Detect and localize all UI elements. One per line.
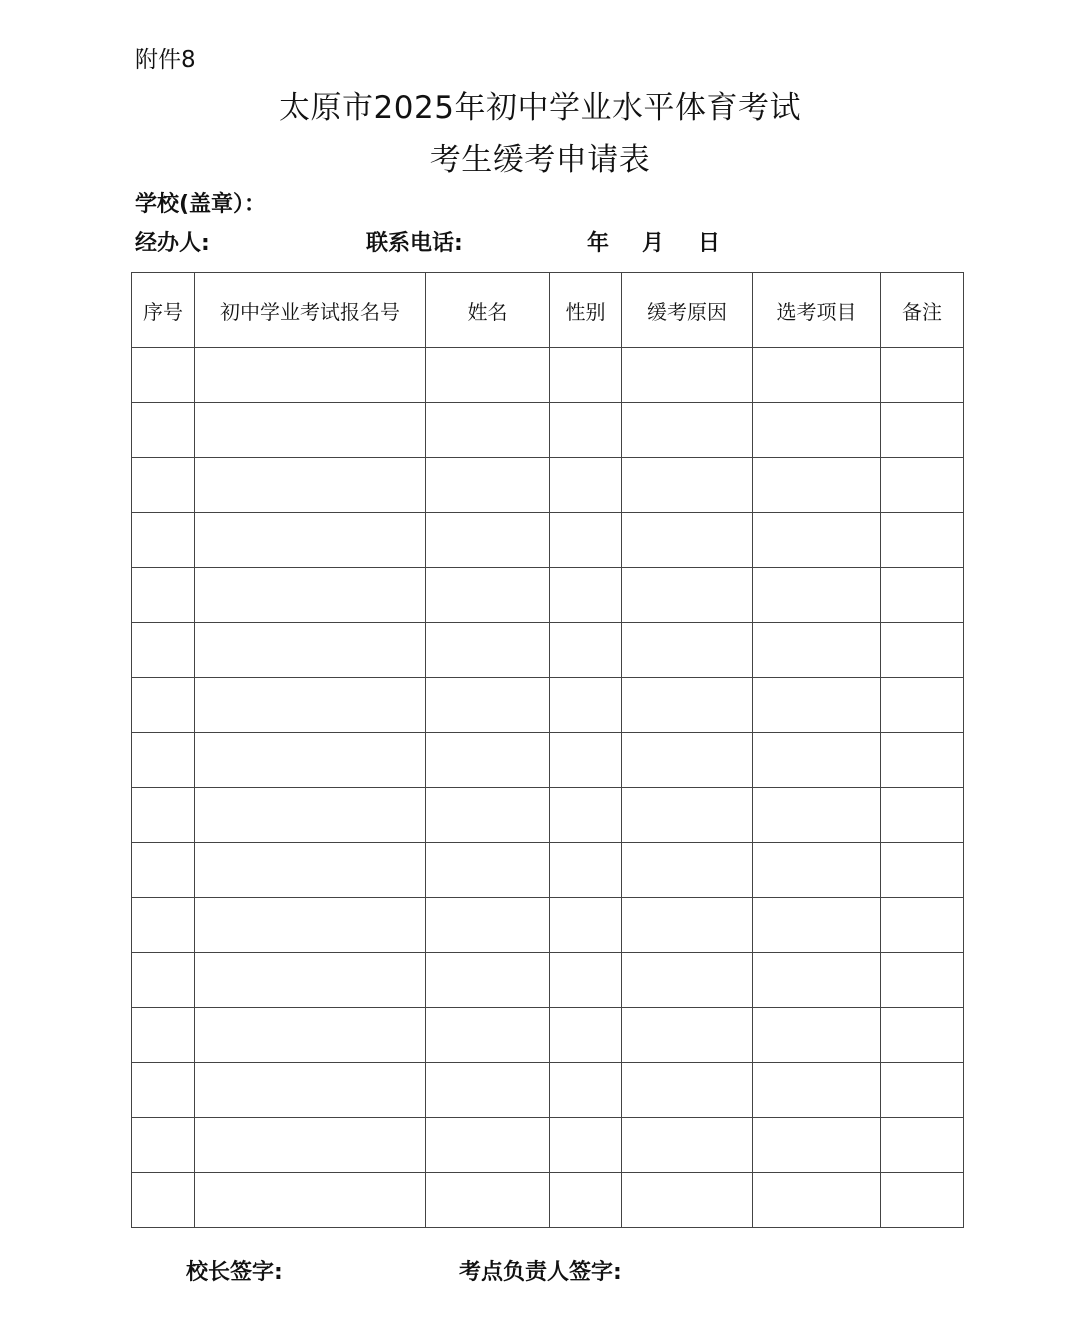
table-cell[interactable] bbox=[753, 403, 881, 458]
table-cell[interactable] bbox=[132, 898, 195, 953]
table-cell[interactable] bbox=[132, 458, 195, 513]
table-cell[interactable] bbox=[132, 1173, 195, 1228]
table-cell[interactable] bbox=[550, 1063, 622, 1118]
date-month-label: 月 bbox=[642, 231, 665, 256]
header-cell-serial-number: 序号 bbox=[132, 273, 195, 348]
table-row bbox=[132, 843, 964, 898]
table-cell[interactable] bbox=[550, 458, 622, 513]
table-cell[interactable] bbox=[195, 348, 426, 403]
table-cell[interactable] bbox=[550, 403, 622, 458]
table-row bbox=[132, 1008, 964, 1063]
table-cell[interactable] bbox=[881, 458, 964, 513]
table-cell[interactable] bbox=[622, 678, 753, 733]
table-cell[interactable] bbox=[426, 898, 550, 953]
table-cell[interactable] bbox=[881, 1063, 964, 1118]
table-cell[interactable] bbox=[550, 898, 622, 953]
table-cell[interactable] bbox=[881, 1173, 964, 1228]
table-cell[interactable] bbox=[195, 788, 426, 843]
table-cell[interactable] bbox=[622, 898, 753, 953]
table-cell[interactable] bbox=[753, 843, 881, 898]
table-cell[interactable] bbox=[132, 1008, 195, 1063]
table-cell[interactable] bbox=[753, 568, 881, 623]
table-cell[interactable] bbox=[132, 513, 195, 568]
handler-label: 经办人: bbox=[135, 231, 210, 256]
table-cell[interactable] bbox=[132, 953, 195, 1008]
table-cell[interactable] bbox=[622, 953, 753, 1008]
table-row bbox=[132, 788, 964, 843]
table-cell[interactable] bbox=[426, 733, 550, 788]
table-cell[interactable] bbox=[195, 678, 426, 733]
table-cell[interactable] bbox=[622, 348, 753, 403]
table-cell[interactable] bbox=[753, 458, 881, 513]
table-cell[interactable] bbox=[622, 788, 753, 843]
principal-signature-label: 校长签字: bbox=[186, 1260, 283, 1285]
table-cell[interactable] bbox=[132, 733, 195, 788]
table-cell[interactable] bbox=[550, 1118, 622, 1173]
table-cell[interactable] bbox=[881, 733, 964, 788]
date-year-label: 年 bbox=[587, 231, 610, 256]
table-cell[interactable] bbox=[195, 513, 426, 568]
table-cell[interactable] bbox=[426, 1118, 550, 1173]
table-cell[interactable] bbox=[550, 788, 622, 843]
table-cell[interactable] bbox=[195, 1063, 426, 1118]
table-cell[interactable] bbox=[881, 1118, 964, 1173]
table-cell[interactable] bbox=[132, 1118, 195, 1173]
table-cell[interactable] bbox=[622, 733, 753, 788]
table-row bbox=[132, 733, 964, 788]
table-cell[interactable] bbox=[753, 733, 881, 788]
table-cell[interactable] bbox=[550, 513, 622, 568]
table-cell[interactable] bbox=[426, 678, 550, 733]
table-cell[interactable] bbox=[195, 733, 426, 788]
table-cell[interactable] bbox=[622, 458, 753, 513]
phone-label: 联系电话: bbox=[366, 231, 463, 256]
table-cell[interactable] bbox=[753, 513, 881, 568]
table-cell[interactable] bbox=[195, 568, 426, 623]
table-cell[interactable] bbox=[426, 843, 550, 898]
table-row bbox=[132, 898, 964, 953]
table-cell[interactable] bbox=[622, 1173, 753, 1228]
table-cell[interactable] bbox=[622, 513, 753, 568]
table-cell[interactable] bbox=[622, 568, 753, 623]
table-cell[interactable] bbox=[132, 1063, 195, 1118]
table-cell[interactable] bbox=[426, 788, 550, 843]
table-row bbox=[132, 403, 964, 458]
table-cell[interactable] bbox=[195, 898, 426, 953]
table-row bbox=[132, 458, 964, 513]
table-cell[interactable] bbox=[753, 348, 881, 403]
table-cell[interactable] bbox=[622, 843, 753, 898]
table-cell[interactable] bbox=[622, 623, 753, 678]
table-row bbox=[132, 1063, 964, 1118]
form-title-line1: 太原市2025年初中学业水平体育考试 bbox=[279, 90, 801, 126]
table-cell[interactable] bbox=[426, 1063, 550, 1118]
table-cell[interactable] bbox=[426, 1173, 550, 1228]
table-cell[interactable] bbox=[881, 568, 964, 623]
table-cell[interactable] bbox=[881, 1008, 964, 1063]
table-cell[interactable] bbox=[881, 348, 964, 403]
header-cell-name: 姓名 bbox=[426, 273, 550, 348]
table-row bbox=[132, 953, 964, 1008]
table-cell[interactable] bbox=[753, 623, 881, 678]
table-cell[interactable] bbox=[753, 678, 881, 733]
table-cell[interactable] bbox=[881, 953, 964, 1008]
site-head-signature-label: 考点负责人签字: bbox=[459, 1260, 622, 1285]
table-cell[interactable] bbox=[426, 568, 550, 623]
table-cell[interactable] bbox=[753, 788, 881, 843]
table-cell[interactable] bbox=[195, 458, 426, 513]
date-day-label: 日 bbox=[698, 231, 721, 256]
table-cell[interactable] bbox=[881, 898, 964, 953]
table-cell[interactable] bbox=[550, 623, 622, 678]
table-cell[interactable] bbox=[550, 953, 622, 1008]
table-cell[interactable] bbox=[132, 568, 195, 623]
table-cell[interactable] bbox=[426, 513, 550, 568]
form-title-line2: 考生缓考申请表 bbox=[429, 142, 651, 178]
header-cell-remarks: 备注 bbox=[881, 273, 964, 348]
table-cell[interactable] bbox=[622, 1063, 753, 1118]
table-cell[interactable] bbox=[426, 403, 550, 458]
table-cell[interactable] bbox=[753, 1118, 881, 1173]
table-row bbox=[132, 348, 964, 403]
table-cell[interactable] bbox=[426, 458, 550, 513]
table-cell[interactable] bbox=[195, 1118, 426, 1173]
table-cell[interactable] bbox=[881, 788, 964, 843]
table-cell[interactable] bbox=[881, 843, 964, 898]
deferral-application-table bbox=[131, 272, 964, 1228]
table-cell[interactable] bbox=[132, 403, 195, 458]
table-row bbox=[132, 678, 964, 733]
table-cell[interactable] bbox=[550, 348, 622, 403]
table-cell[interactable] bbox=[426, 348, 550, 403]
table-cell[interactable] bbox=[753, 898, 881, 953]
table-cell[interactable] bbox=[195, 843, 426, 898]
table-cell[interactable] bbox=[622, 1118, 753, 1173]
table-row bbox=[132, 623, 964, 678]
header-cell-gender: 性别 bbox=[550, 273, 622, 348]
table-row bbox=[132, 513, 964, 568]
table-cell[interactable] bbox=[550, 568, 622, 623]
attachment-label: 附件8 bbox=[135, 47, 196, 73]
school-label: 学校(盖章）： bbox=[135, 192, 267, 217]
table-header-row bbox=[132, 273, 964, 348]
table-body bbox=[132, 348, 964, 1228]
table-cell[interactable] bbox=[550, 1173, 622, 1228]
table-cell[interactable] bbox=[753, 1063, 881, 1118]
table-cell[interactable] bbox=[132, 788, 195, 843]
table-row bbox=[132, 1118, 964, 1173]
table-cell[interactable] bbox=[132, 678, 195, 733]
table-cell[interactable] bbox=[132, 623, 195, 678]
table-cell[interactable] bbox=[753, 1173, 881, 1228]
table-cell[interactable] bbox=[426, 953, 550, 1008]
table-cell[interactable] bbox=[426, 623, 550, 678]
table-cell[interactable] bbox=[622, 403, 753, 458]
header-cell-deferral-reason: 缓考原因 bbox=[622, 273, 753, 348]
table-cell[interactable] bbox=[550, 843, 622, 898]
table-cell[interactable] bbox=[195, 953, 426, 1008]
table-cell[interactable] bbox=[195, 623, 426, 678]
table-cell[interactable] bbox=[881, 513, 964, 568]
table-row bbox=[132, 1173, 964, 1228]
table-cell[interactable] bbox=[753, 1008, 881, 1063]
table-cell[interactable] bbox=[550, 1008, 622, 1063]
table-cell[interactable] bbox=[622, 1008, 753, 1063]
table-cell[interactable] bbox=[195, 403, 426, 458]
table-cell[interactable] bbox=[753, 953, 881, 1008]
table-cell[interactable] bbox=[195, 1008, 426, 1063]
table-cell[interactable] bbox=[881, 623, 964, 678]
header-cell-chosen-event: 选考项目 bbox=[753, 273, 881, 348]
table-cell[interactable] bbox=[426, 1008, 550, 1063]
table-cell[interactable] bbox=[550, 678, 622, 733]
table-cell[interactable] bbox=[132, 843, 195, 898]
table-cell[interactable] bbox=[132, 348, 195, 403]
header-cell-registration-number: 初中学业考试报名号 bbox=[195, 273, 426, 348]
table-cell[interactable] bbox=[881, 403, 964, 458]
table-cell[interactable] bbox=[195, 1173, 426, 1228]
table-cell[interactable] bbox=[550, 733, 622, 788]
table-row bbox=[132, 568, 964, 623]
table-cell[interactable] bbox=[881, 678, 964, 733]
